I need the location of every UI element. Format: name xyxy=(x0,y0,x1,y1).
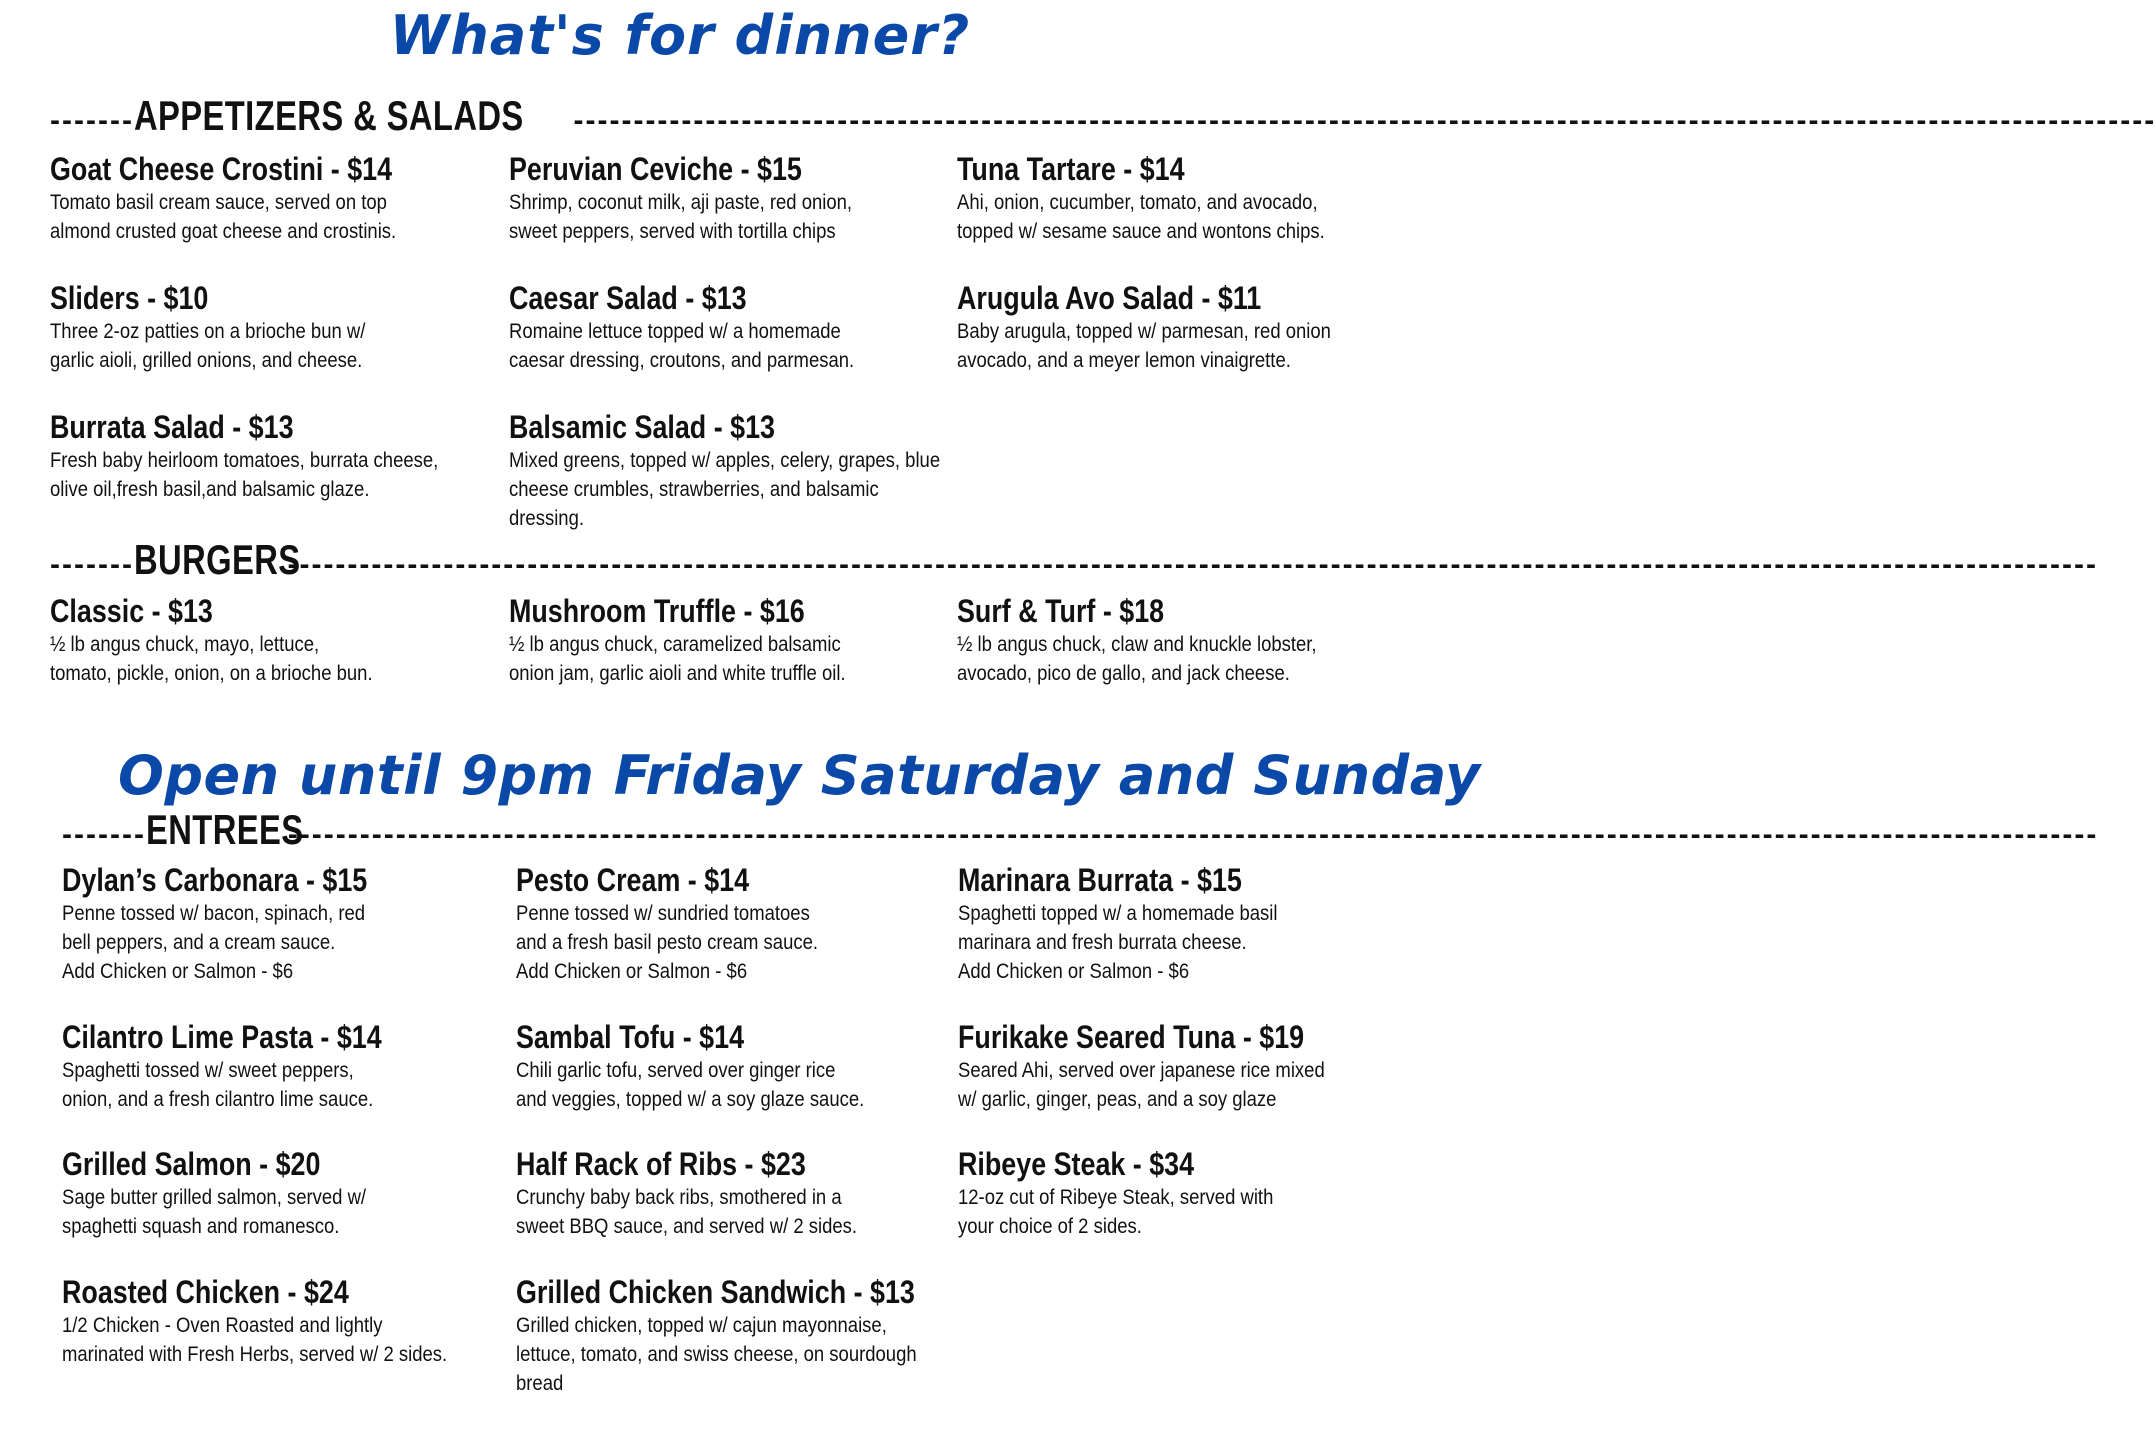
section-divider: ------------------------------------------------------------------------------------------------------------------------------------------------------- xyxy=(287,818,2099,851)
menu-item-description: Tomato basil cream sauce, served on top almond crusted goat cheese and crostinis. xyxy=(50,191,397,243)
menu-item-name: Dylan’s Carbonara - $15 xyxy=(62,862,368,898)
menu-item xyxy=(509,592,949,688)
menu-item-description: 12-oz cut of Ribeye Steak, served with your choice of 2 sides. xyxy=(958,1186,1274,1238)
section-divider: ------- xyxy=(50,104,134,137)
menu-item xyxy=(62,1273,502,1369)
menu-item-description: ½ lb angus chuck, caramelized balsamic onion jam, garlic aioli and white truffle oil. xyxy=(509,633,846,685)
page-title: What's for dinner? xyxy=(389,4,971,67)
menu-item-description: Grilled chicken, topped w/ cajun mayonnaise, lettuce, tomato, and swiss cheese, on sourdough bread xyxy=(516,1314,917,1395)
menu-item xyxy=(957,592,1397,688)
menu-item-description: Crunchy baby back ribs, smothered in a sweet BBQ sauce, and served w/ 2 sides. xyxy=(516,1186,858,1238)
section-divider: ------------------------------------------------------------------------------------------------------------------------------------------------------- xyxy=(287,548,2098,581)
menu-item xyxy=(50,279,490,375)
menu-item xyxy=(516,861,956,986)
menu-item xyxy=(50,408,490,504)
section-title: ENTREES xyxy=(145,806,304,853)
menu-item xyxy=(50,592,490,688)
menu-item-description: Fresh baby heirloom tomatoes, burrata cheese, olive oil,fresh basil,and balsamic glaze. xyxy=(50,449,439,501)
menu-item-name: Tuna Tartare - $14 xyxy=(957,151,1185,187)
menu-item xyxy=(958,1018,1398,1114)
menu-item xyxy=(50,150,490,246)
section-title: APPETIZERS & SALADS xyxy=(133,92,524,139)
menu-item-description: Sage butter grilled salmon, served w/ spaghetti squash and romanesco. xyxy=(62,1186,367,1238)
menu-item-description: Baby arugula, topped w/ parmesan, red onion avocado, and a meyer lemon vinaigrette. xyxy=(957,320,1331,372)
menu-item-name: Surf & Turf - $18 xyxy=(957,593,1165,629)
menu-item-description: Shrimp, coconut milk, aji paste, red onion, sweet peppers, served with tortilla chips xyxy=(509,191,853,243)
menu-item xyxy=(509,279,949,375)
menu-item-description: ½ lb angus chuck, claw and knuckle lobster, avocado, pico de gallo, and jack cheese. xyxy=(957,633,1317,685)
menu-item-description: Romaine lettuce topped w/ a homemade caesar dressing, croutons, and parmesan. xyxy=(509,320,855,372)
menu-item-description: Chili garlic tofu, served over ginger rice and veggies, topped w/ a soy glaze sauce. xyxy=(516,1059,865,1111)
menu-item-description: Three 2-oz patties on a brioche bun w/ garlic aioli, grilled onions, and cheese. xyxy=(50,320,366,372)
menu-item-name: Mushroom Truffle - $16 xyxy=(509,593,805,629)
hours-banner: Open until 9pm Friday Saturday and Sunday xyxy=(118,744,1481,807)
menu-item-description: Spaghetti topped w/ a homemade basil marinara and fresh burrata cheese. Add Chicken or Salmon - $6 xyxy=(958,902,1278,983)
section-title: BURGERS xyxy=(133,536,301,583)
menu-item-name: Grilled Salmon - $20 xyxy=(62,1146,321,1182)
menu-item-description: Penne tossed w/ sundried tomatoes and a fresh basil pesto cream sauce. Add Chicken or Salmon - $6 xyxy=(516,902,819,983)
menu-item xyxy=(516,1273,956,1398)
section-divider: ------- xyxy=(62,818,146,851)
menu-item xyxy=(957,150,1397,246)
menu-item-description: ½ lb angus chuck, mayo, lettuce, tomato, pickle, onion, on a brioche bun. xyxy=(50,633,373,685)
menu-item-name: Cilantro Lime Pasta - $14 xyxy=(62,1019,382,1055)
section-divider: ------------------------------------------------------------------------------------------------------------------------------------ xyxy=(573,104,2156,137)
menu-item-name: Marinara Burrata - $15 xyxy=(958,862,1242,898)
menu-item-name: Ribeye Steak - $34 xyxy=(958,1146,1195,1182)
menu-item xyxy=(62,861,502,986)
menu-item-description: 1/2 Chicken - Oven Roasted and lightly marinated with Fresh Herbs, served w/ 2 sides. xyxy=(62,1314,448,1366)
menu-item-name: Goat Cheese Crostini - $14 xyxy=(50,151,393,187)
menu-item-name: Half Rack of Ribs - $23 xyxy=(516,1146,806,1182)
section-header-burgers xyxy=(50,536,2098,586)
menu-item xyxy=(62,1145,502,1241)
menu-item xyxy=(516,1145,956,1241)
menu-item-description: Penne tossed w/ bacon, spinach, red bell peppers, and a cream sauce. Add Chicken or Salmon - $6 xyxy=(62,902,366,983)
menu-item-description: Spaghetti tossed w/ sweet peppers, onion, and a fresh cilantro lime sauce. xyxy=(62,1059,374,1111)
menu-item-name: Balsamic Salad - $13 xyxy=(509,409,775,445)
section-divider: ------- xyxy=(50,548,134,581)
menu-item xyxy=(957,279,1397,375)
menu-item-name: Roasted Chicken - $24 xyxy=(62,1274,349,1310)
menu-item xyxy=(509,150,949,246)
menu-item xyxy=(958,1145,1398,1241)
menu-item-name: Grilled Chicken Sandwich - $13 xyxy=(516,1274,915,1310)
menu-item-name: Peruvian Ceviche - $15 xyxy=(509,151,802,187)
menu-item-name: Caesar Salad - $13 xyxy=(509,280,747,316)
menu-item-description: Seared Ahi, served over japanese rice mixed w/ garlic, ginger, peas, and a soy glaze xyxy=(958,1059,1325,1111)
menu-item-name: Pesto Cream - $14 xyxy=(516,862,750,898)
menu-item xyxy=(958,861,1398,986)
menu-item xyxy=(509,408,949,533)
menu-item-name: Sambal Tofu - $14 xyxy=(516,1019,745,1055)
section-header-entrees xyxy=(62,806,2099,856)
menu-item xyxy=(62,1018,502,1114)
menu-item-description: Mixed greens, topped w/ apples, celery, grapes, blue cheese crumbles, strawberries, and balsamic dressing. xyxy=(509,449,941,530)
menu-item-name: Furikake Seared Tuna - $19 xyxy=(958,1019,1305,1055)
menu-item-name: Classic - $13 xyxy=(50,593,213,629)
menu-item xyxy=(516,1018,956,1114)
menu-item-name: Sliders - $10 xyxy=(50,280,209,316)
menu-item-name: Burrata Salad - $13 xyxy=(50,409,294,445)
menu-item-name: Arugula Avo Salad - $11 xyxy=(957,280,1262,316)
section-header-appetizers xyxy=(50,92,2156,142)
menu-item-description: Ahi, onion, cucumber, tomato, and avocado, topped w/ sesame sauce and wontons chips. xyxy=(957,191,1325,243)
